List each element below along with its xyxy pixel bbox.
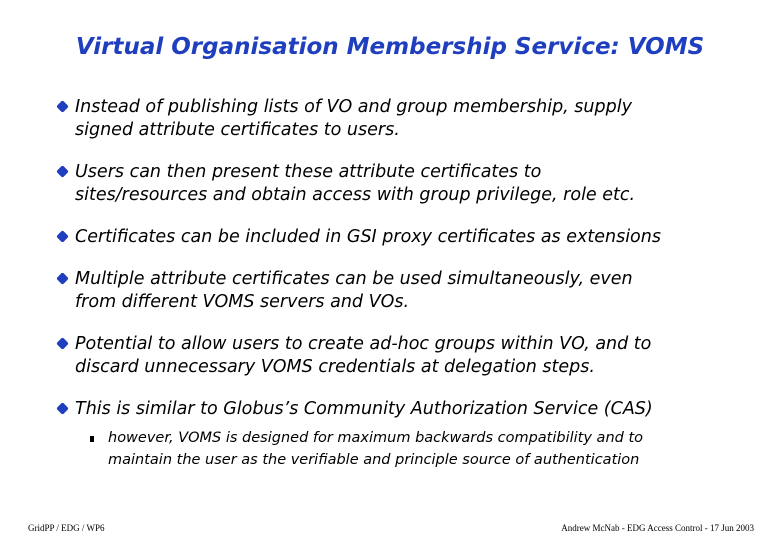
square-bullet-icon [90, 436, 94, 442]
bullet-item [55, 226, 755, 249]
bullet-item [55, 161, 755, 207]
sub-bullet-item [88, 427, 768, 471]
bullet-line: from different VOMS servers and VOs. [75, 292, 410, 312]
bullet-line: Users can then present these attribute certificates to [75, 162, 542, 182]
sub-bullet-line: however, VOMS is designed for maximum backwards compatibility and to [108, 430, 644, 446]
sub-bullet-line: maintain the user as the verifiable and principle source of authentication [108, 452, 640, 468]
diamond-bullet-icon [56, 230, 69, 243]
bullet-line: Multiple attribute certificates can be used simultaneously, even [75, 269, 633, 289]
bullet-line: Certificates can be included in GSI proxy certificates as extensions [75, 227, 661, 247]
footer-left: GridPP / EDG / WP6 [28, 523, 105, 533]
bullet-item [55, 333, 755, 379]
diamond-bullet-icon [56, 165, 69, 178]
bullet-line: Potential to allow users to create ad-hoc groups within VO, and to [75, 334, 652, 354]
diamond-bullet-icon [56, 272, 69, 285]
bullet-line: Instead of publishing lists of VO and group membership, supply [75, 97, 632, 117]
bullet-line: signed attribute certificates to users. [75, 120, 400, 140]
diamond-bullet-icon [56, 100, 69, 113]
bullet-list [55, 96, 755, 440]
diamond-bullet-icon [56, 402, 69, 415]
bullet-item [55, 268, 755, 314]
slide-title: Virtual Organisation Membership Service: VOMS [75, 34, 705, 60]
bullet-item [55, 398, 755, 421]
diamond-bullet-icon [56, 337, 69, 350]
bullet-line: sites/resources and obtain access with group privilege, role etc. [75, 185, 636, 205]
footer-right: Andrew McNab - EDG Access Control - 17 Jun 2003 [561, 523, 754, 533]
bullet-line: This is similar to Globus’s Community Authorization Service (CAS) [75, 399, 653, 419]
bullet-line: discard unnecessary VOMS credentials at delegation steps. [75, 357, 595, 377]
bullet-item [55, 96, 755, 142]
